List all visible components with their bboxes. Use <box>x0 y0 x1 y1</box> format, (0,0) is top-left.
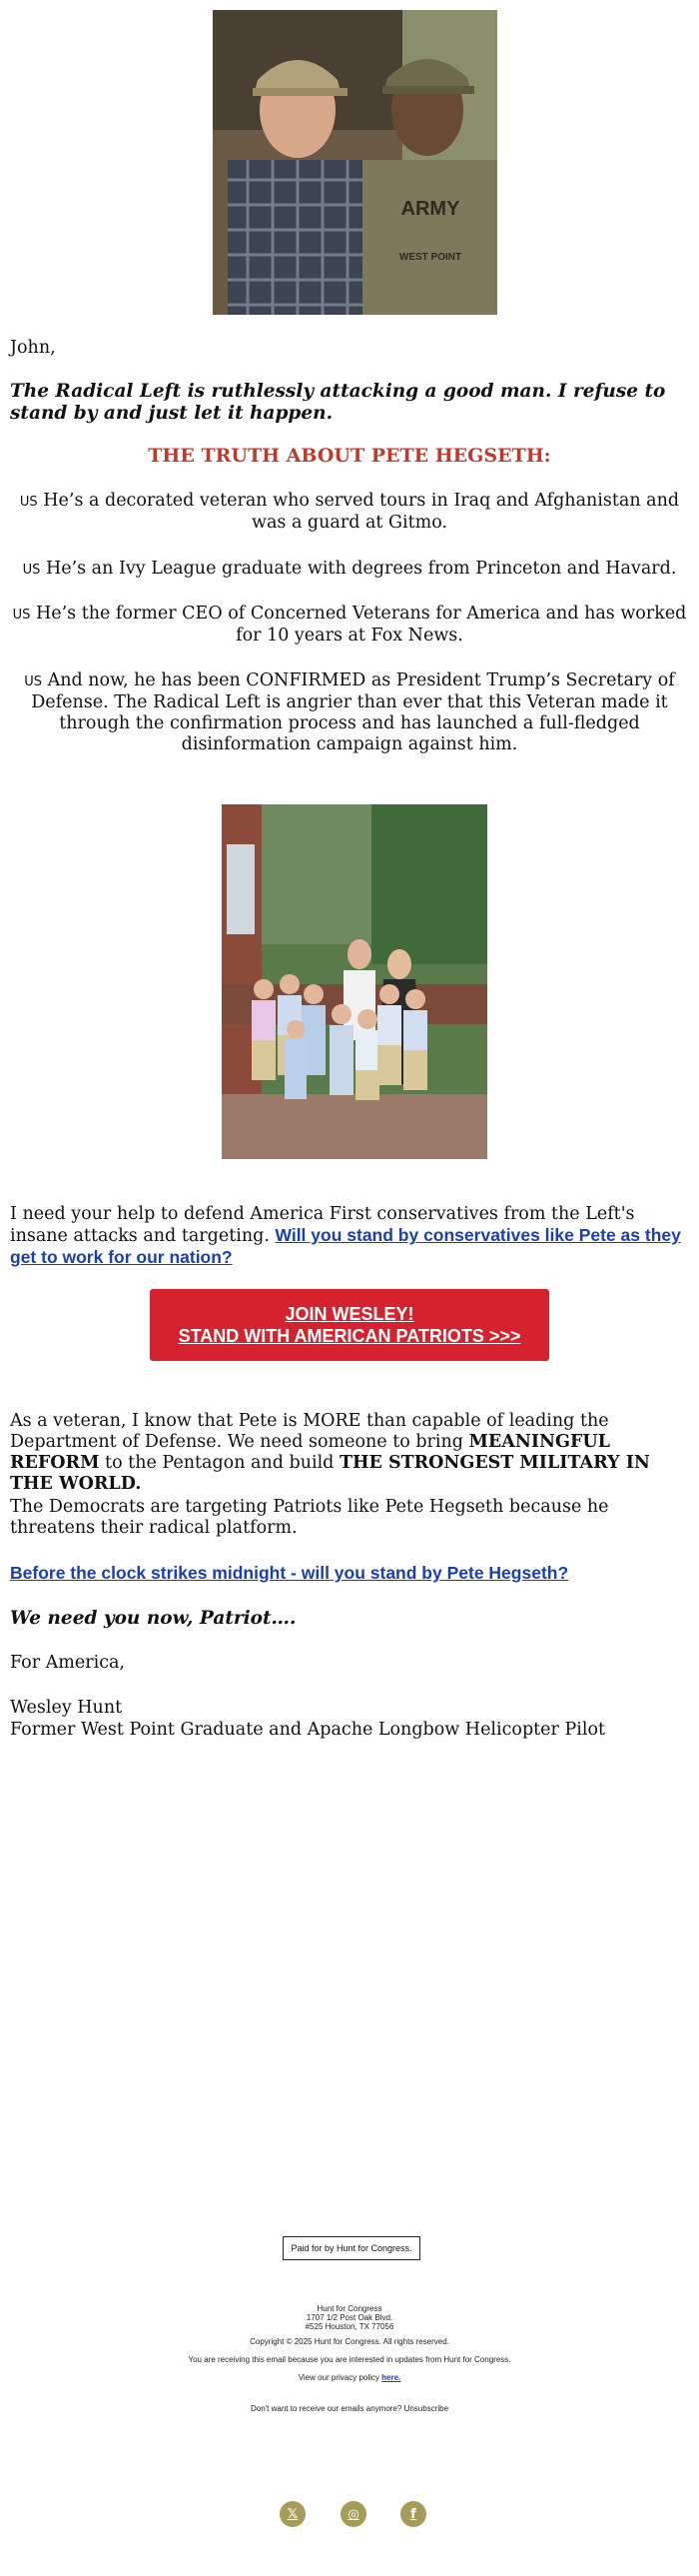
veteran-text-2: to the Pentagon and build <box>99 1453 340 1473</box>
privacy-text: View our privacy policy <box>298 2373 382 2382</box>
truth-heading: THE TRUTH ABOUT PETE HEGSETH: <box>148 445 551 467</box>
x-icon[interactable]: 𝕏 <box>280 2501 306 2527</box>
us-flag-icon: US <box>12 608 31 623</box>
stand-by-pete-link[interactable]: Before the clock strikes midnight - will you stand by Pete Hegseth? <box>10 1563 569 1583</box>
us-flag-icon: US <box>22 563 41 578</box>
signature-name: Wesley Hunt <box>10 1698 123 1718</box>
footer-address-2: #525 Houston, TX 77056 <box>305 2322 394 2331</box>
svg-text:WEST POINT: WEST POINT <box>398 252 462 263</box>
veteran-text-1: As a veteran, I know that Pete is MORE than capable of leading the Department of Defense. We need someone to bring <box>10 1411 609 1452</box>
bullet-2 <box>10 559 689 581</box>
bullet-text: He’s the former CEO of Concerned Veterans for America and has worked for 10 years at Fox News. <box>35 604 687 645</box>
footer-org: Hunt for Congress <box>317 2304 382 2313</box>
bullet-3 <box>10 604 689 646</box>
us-flag-icon: US <box>24 674 43 689</box>
bullet-text: He’s an Ivy League graduate with degrees from Princeton and Havard. <box>45 559 677 579</box>
footer-copyright: Copyright © 2025 Hunt for Congress. All rights reserved. <box>250 2337 449 2346</box>
meaningful-reform: MEANINGFUL REFORM <box>10 1432 610 1473</box>
instagram-icon[interactable]: ◎ <box>341 2501 366 2527</box>
privacy-link[interactable]: here. <box>381 2373 401 2382</box>
footer-address-1: 1707 1/2 Post Oak Blvd. <box>306 2313 393 2322</box>
top-photo-illustration <box>213 10 497 315</box>
intro-headline: The Radical Left is ruthlessly attacking a good man. I refuse to stand by and just let it happen. <box>10 381 666 424</box>
family-photo-illustration <box>222 804 487 1159</box>
signature-title: Former West Point Graduate and Apache Longbow Helicopter Pilot <box>10 1720 606 1740</box>
facebook-icon[interactable]: f <box>400 2501 426 2527</box>
top-photo <box>213 10 497 315</box>
paid-for-box: Paid for by Hunt for Congress. <box>283 2236 420 2260</box>
midnight-paragraph <box>10 1563 689 1585</box>
help-text: I need your help to defend America First conservatives from the Left's insane attacks and targeting. <box>10 1204 635 1246</box>
help-paragraph <box>10 1204 689 1269</box>
bullet-text: He’s a decorated veteran who served tours in Iraq and Afghanistan and was a guard at Gitmo. <box>43 491 680 533</box>
democrats-paragraph: The Democrats are targeting Patriots like Pete Hegseth because he threatens their radical platform. <box>10 1497 609 1538</box>
signoff: For America, <box>10 1653 125 1673</box>
footer-privacy <box>0 2373 699 2383</box>
cta-line-2: STAND WITH AMERICAN PATRIOTS >>> <box>178 1326 521 1346</box>
strongest-military: THE STRONGEST MILITARY IN THE WORLD. <box>10 1453 650 1494</box>
svg-text:ARMY: ARMY <box>400 198 460 220</box>
footer-receiving: You are receiving this email because you are interested in updates from Hunt for Congress. <box>188 2355 511 2364</box>
footer-unsubscribe[interactable]: Don't want to receive our emails anymore? Unsubscribe <box>250 2404 449 2413</box>
veteran-paragraph <box>10 1411 689 1495</box>
join-wesley-button[interactable] <box>150 1289 549 1361</box>
cta-line-1: JOIN WESLEY! <box>285 1304 414 1324</box>
us-flag-icon: US <box>19 495 38 510</box>
bullet-text: And now, he has been CONFIRMED as President Trump’s Secretary of Defense. The Radical Left is angrier than ever that this Veteran made it through the confirmation process and has launched a full-fledged disinformation campaign against him. <box>31 670 675 754</box>
bullet-4 <box>10 670 689 755</box>
family-photo <box>222 804 487 1159</box>
stand-with-conservatives-link[interactable]: Will you stand by conservatives like Pete as they get to work for our nation? <box>10 1225 681 1267</box>
greeting: John, <box>10 338 56 358</box>
need-you: We need you now, Patriot…. <box>10 1608 297 1629</box>
bullet-1 <box>10 491 689 534</box>
